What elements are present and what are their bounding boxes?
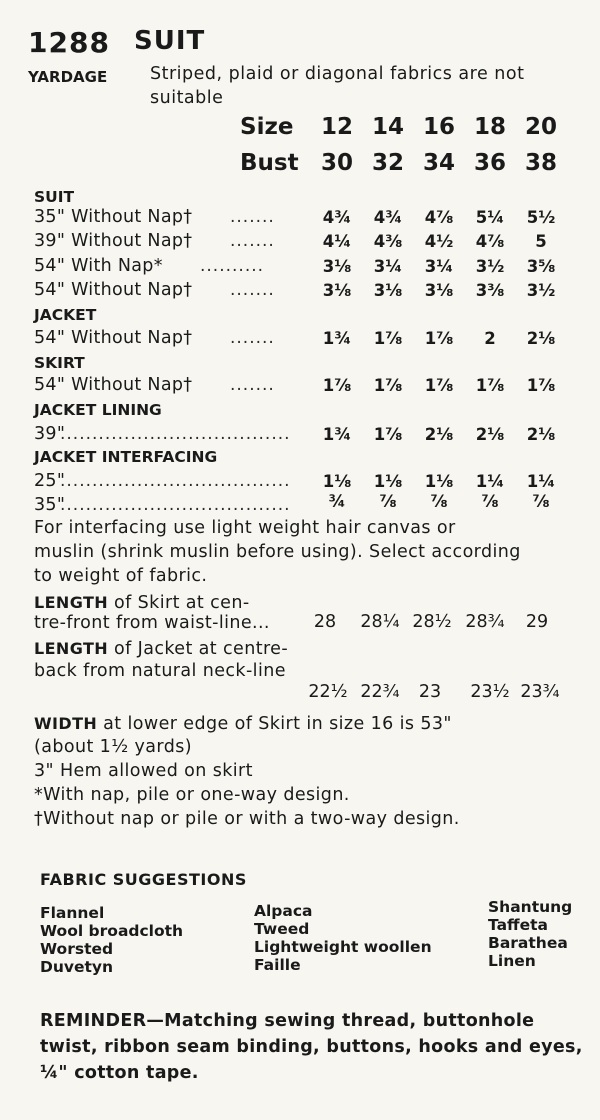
row-value: 1⅛	[322, 472, 352, 491]
jacket-length-value: 23½	[470, 682, 510, 702]
width-keyword: WIDTH	[34, 714, 98, 733]
row-value: 4⅜	[373, 232, 403, 251]
skirt-length-value: 28	[313, 612, 337, 632]
pattern-title: SUIT	[134, 26, 206, 56]
row-value: 2⅛	[526, 329, 556, 348]
section-skirt: SKIRT	[34, 354, 85, 372]
size-value: 16	[422, 114, 455, 140]
jacket-length-line2: back from natural neck-line	[34, 661, 286, 681]
fabric-item: Lightweight woollen	[254, 938, 432, 956]
fabric-column-1	[40, 904, 183, 976]
fabric-suggestions-heading: FABRIC SUGGESTIONS	[40, 870, 247, 889]
width-note-text: at lower edge of Skirt in size 16 is 53"	[97, 714, 452, 734]
section-jacket-interfacing: JACKET INTERFACING	[34, 448, 218, 466]
row-value: 1⅛	[424, 472, 454, 491]
skirt-length-line2: tre-front from waist-line...	[34, 613, 270, 633]
row-value: 1¾	[322, 329, 352, 348]
row-leader: .......	[230, 207, 275, 227]
skirt-length-value: 28¼	[360, 612, 400, 632]
interfacing-note-line: to weight of fabric.	[34, 566, 208, 586]
length-keyword: LENGTH	[34, 639, 109, 658]
fabric-item: Barathea	[488, 934, 568, 952]
fabric-item: Wool broadcloth	[40, 922, 184, 940]
row-value: 4½	[424, 232, 454, 251]
row-leader: .......	[230, 375, 275, 395]
length-keyword: LENGTH	[34, 593, 109, 612]
bust-value: 30	[320, 150, 353, 176]
row-value: 1⅞	[322, 376, 352, 395]
footnote: †Without nap or pile or with a two-way design.	[34, 809, 460, 829]
row-value: 5	[535, 232, 547, 251]
pattern-number: 1288	[28, 26, 110, 59]
bust-value: 34	[422, 150, 455, 176]
row-value: 3½	[475, 257, 505, 276]
interfacing-note-line: For interfacing use light weight hair canvas or	[34, 518, 456, 538]
row-label: 35"	[34, 495, 66, 515]
width-note-line2: (about 1½ yards)	[34, 737, 192, 757]
row-value: 1¼	[526, 472, 556, 491]
row-value: 2	[484, 329, 496, 348]
row-leader: ....................................	[60, 495, 291, 515]
row-value: 4⅞	[424, 208, 454, 227]
fabric-item: Taffeta	[488, 916, 548, 934]
row-value: 5½	[526, 208, 556, 227]
size-label: Size	[240, 114, 294, 140]
row-value: 3⅛	[373, 281, 403, 300]
footnote: 3" Hem allowed on skirt	[34, 761, 253, 781]
row-value: 1¼	[475, 472, 505, 491]
row-value: 2⅛	[475, 425, 505, 444]
interfacing-note-line: muslin (shrink muslin before using). Select according	[34, 542, 521, 562]
bust-value: 36	[473, 150, 506, 176]
row-leader: .......	[230, 328, 275, 348]
reminder-text: REMINDER—Matching sewing thread, buttonhole twist, ribbon seam binding, buttons, hooks and eyes, ¼" cotton tape.	[40, 1011, 583, 1083]
section-jacket-lining: JACKET LINING	[34, 401, 162, 419]
row-label: 54" Without Nap†	[34, 375, 193, 395]
row-value: 1⅛	[373, 472, 403, 491]
bust-value: 32	[371, 150, 404, 176]
jacket-length-value: 22¾	[360, 682, 400, 702]
row-value: ⅞	[430, 492, 448, 511]
row-value: 2⅛	[526, 425, 556, 444]
row-value: ⅞	[532, 492, 550, 511]
row-leader: .......	[230, 280, 275, 300]
row-label: 54" Without Nap†	[34, 328, 193, 348]
row-value: 3⅜	[475, 281, 505, 300]
fabric-column-3	[488, 898, 572, 970]
row-value: ¾	[328, 492, 346, 511]
jacket-length-text: of Jacket at centre-	[108, 639, 289, 659]
section-suit: SUIT	[34, 188, 75, 206]
row-label: 54" With Nap*	[34, 256, 163, 276]
row-value: 5¼	[475, 208, 505, 227]
row-value: 3⅛	[322, 281, 352, 300]
fabric-item: Tweed	[254, 920, 310, 938]
skirt-length-value: 29	[525, 612, 549, 632]
row-leader: ..........	[200, 256, 265, 276]
row-value: 1⅞	[526, 376, 556, 395]
size-value: 20	[524, 114, 557, 140]
row-value: 4¾	[322, 208, 352, 227]
yardage-label: YARDAGE	[28, 68, 108, 86]
width-note-line1	[34, 712, 452, 736]
jacket-length-value: 22½	[308, 682, 348, 702]
row-value: 2⅛	[424, 425, 454, 444]
row-value: 4¼	[322, 232, 352, 251]
row-value: 3⅝	[526, 257, 556, 276]
row-value: 4⅞	[475, 232, 505, 251]
skirt-length-text: of Skirt at cen-	[108, 593, 250, 613]
row-value: 1⅞	[424, 376, 454, 395]
row-label: 35" Without Nap†	[34, 207, 193, 227]
size-value: 18	[473, 114, 506, 140]
row-value: 1⅞	[424, 329, 454, 348]
fabric-item: Worsted	[40, 940, 114, 958]
fabric-column-2	[254, 902, 432, 974]
fabric-item: Alpaca	[254, 902, 313, 920]
row-value: 1¾	[322, 425, 352, 444]
row-value: 1⅞	[373, 329, 403, 348]
size-value: 14	[371, 114, 404, 140]
row-label: 25"	[34, 471, 66, 491]
row-value: 3⅛	[424, 281, 454, 300]
row-label: 39" Without Nap†	[34, 231, 193, 251]
row-value: 1⅞	[475, 376, 505, 395]
row-leader: .......	[230, 231, 275, 251]
fabric-item: Linen	[488, 952, 536, 970]
row-leader: ....................................	[60, 424, 291, 444]
bust-value: 38	[524, 150, 557, 176]
row-value: 3¼	[424, 257, 454, 276]
size-value: 12	[320, 114, 353, 140]
row-value: 3¼	[373, 257, 403, 276]
fabric-item: Flannel	[40, 904, 105, 922]
skirt-length-value: 28¾	[465, 612, 505, 632]
skirt-length-value: 28½	[412, 612, 452, 632]
row-value: ⅞	[379, 492, 397, 511]
row-label: 54" Without Nap†	[34, 280, 193, 300]
footnote: *With nap, pile or one-way design.	[34, 785, 350, 805]
row-label: 39"	[34, 424, 66, 444]
row-leader: ....................................	[60, 471, 291, 491]
yardage-note: Striped, plaid or diagonal fabrics are not suitable	[150, 64, 525, 108]
jacket-length-value: 23¾	[520, 682, 560, 702]
row-value: 3⅛	[322, 257, 352, 276]
row-value: 1⅞	[373, 376, 403, 395]
fabric-item: Duvetyn	[40, 958, 114, 976]
section-jacket: JACKET	[34, 306, 97, 324]
row-value: 4¾	[373, 208, 403, 227]
fabric-item: Shantung	[488, 898, 573, 916]
bust-label: Bust	[240, 150, 299, 176]
jacket-length-line1	[34, 637, 288, 661]
row-value: 1⅞	[373, 425, 403, 444]
row-value: 3½	[526, 281, 556, 300]
jacket-length-value: 23	[418, 682, 442, 702]
row-value: ⅞	[481, 492, 499, 511]
fabric-item: Faille	[254, 956, 301, 974]
